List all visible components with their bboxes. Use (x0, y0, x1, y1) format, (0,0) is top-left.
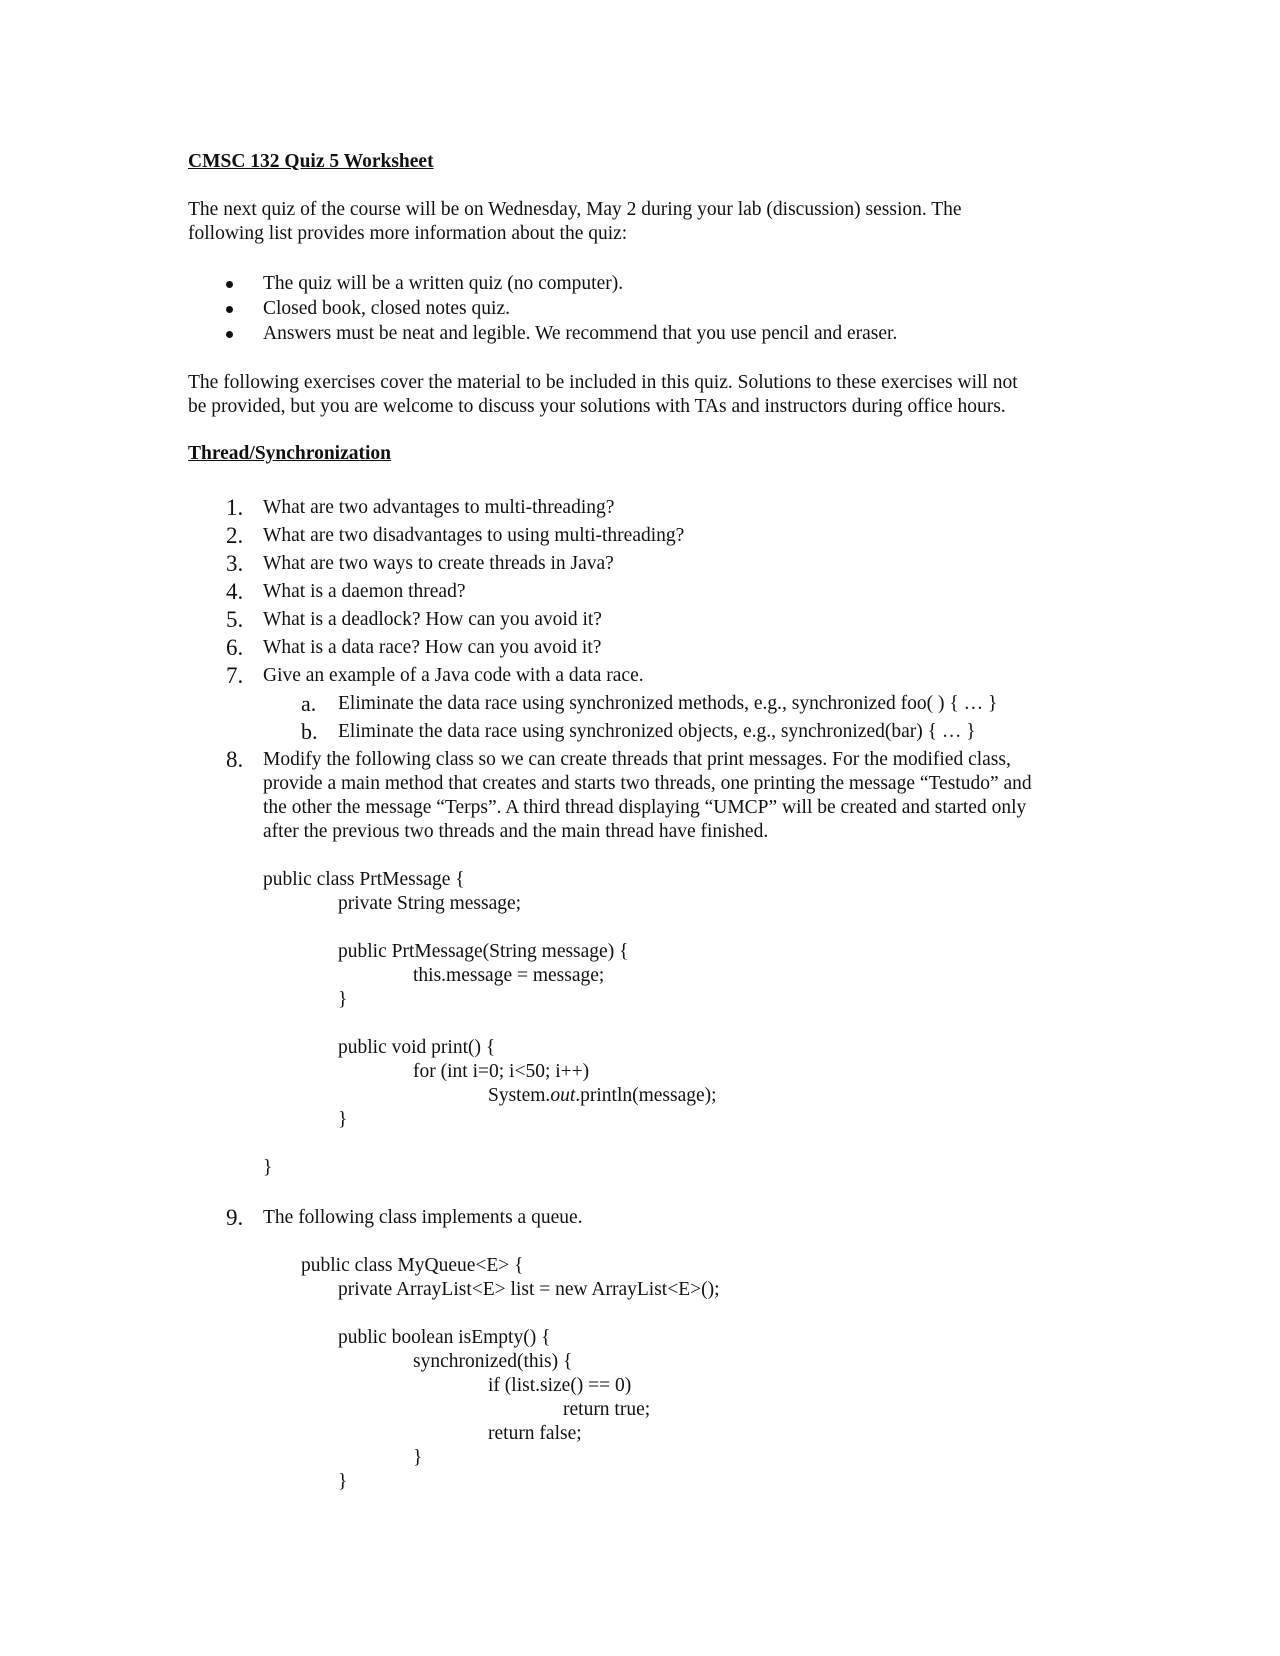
code-line: synchronized(this) { (413, 1351, 573, 1372)
exercises-note-line-2: be provided, but you are welcome to discuss your solutions with TAs and instructors during office hours. (188, 396, 1006, 417)
code-line: } (338, 989, 348, 1010)
question-number: 3. (226, 551, 244, 576)
question-number: 6. (226, 635, 244, 660)
code-line: } (263, 1157, 273, 1178)
code-fragment: .println(message); (575, 1085, 717, 1106)
code-line (488, 1084, 717, 1108)
question-number: 4. (226, 579, 244, 604)
page-title: CMSC 132 Quiz 5 Worksheet (188, 151, 434, 172)
question-text: What are two ways to create threads in Java? (263, 553, 614, 574)
code-line: } (338, 1471, 348, 1492)
code-line: public PrtMessage(String message) { (338, 941, 629, 962)
code-line: private ArrayList<E> list = new ArrayList<E>(); (338, 1279, 720, 1300)
question-text: What is a daemon thread? (263, 581, 466, 602)
code-line: return false; (488, 1423, 582, 1444)
code-line: } (338, 1109, 348, 1130)
sub-question-letter: b. (301, 719, 318, 744)
section-heading: Thread/Synchronization (188, 443, 391, 464)
question-number: 2. (226, 523, 244, 548)
code-line: public void print() { (338, 1037, 496, 1058)
code-line: return true; (563, 1399, 651, 1420)
intro-line-2: following list provides more information about the quiz: (188, 223, 628, 244)
bullet-icon (226, 306, 233, 313)
sub-question-text: Eliminate the data race using synchronized methods, e.g., synchronized foo( ) { … } (338, 693, 998, 714)
question-text: What are two advantages to multi-threading? (263, 497, 615, 518)
question-text: Give an example of a Java code with a data race. (263, 665, 644, 686)
code-line: } (413, 1447, 423, 1468)
bullet-item: Closed book, closed notes quiz. (263, 298, 510, 319)
question-number: 8. (226, 747, 244, 772)
bullet-item: The quiz will be a written quiz (no computer). (263, 273, 624, 294)
code-line: this.message = message; (413, 965, 605, 986)
code-line: private String message; (338, 893, 522, 914)
question-text: What is a data race? How can you avoid it? (263, 637, 602, 658)
question-8-line: after the previous two threads and the main thread have finished. (263, 821, 769, 842)
code-line: public boolean isEmpty() { (338, 1327, 551, 1348)
code-line: for (int i=0; i<50; i++) (413, 1061, 590, 1082)
bullet-icon (226, 281, 233, 288)
question-number: 7. (226, 663, 244, 688)
question-number: 1. (226, 495, 244, 520)
question-8-line: the other the message “Terps”. A third thread displaying “UMCP” will be created and started only (263, 797, 1027, 818)
exercises-note-line-1: The following exercises cover the material to be included in this quiz. Solutions to these exercises will not (188, 372, 1018, 393)
question-8-line: provide a main method that creates and starts two threads, one printing the message “Testudo” and (263, 773, 1032, 794)
question-8-line: Modify the following class so we can create threads that print messages. For the modified class, (263, 749, 1011, 770)
code-fragment-italic: out (550, 1085, 576, 1106)
question-9-text: The following class implements a queue. (263, 1207, 583, 1228)
bullet-icon (226, 331, 233, 338)
code-line: public class MyQueue<E> { (301, 1255, 524, 1276)
code-line: if (list.size() == 0) (488, 1375, 632, 1396)
question-number: 9. (226, 1205, 244, 1230)
question-text: What are two disadvantages to using multi-threading? (263, 525, 685, 546)
bullet-item: Answers must be neat and legible. We recommend that you use pencil and eraser. (263, 323, 898, 344)
sub-question-letter: a. (301, 691, 317, 716)
question-text: What is a deadlock? How can you avoid it? (263, 609, 602, 630)
intro-line-1: The next quiz of the course will be on Wednesday, May 2 during your lab (discussion) session. The (188, 199, 962, 220)
code-fragment: System. (488, 1085, 551, 1106)
sub-question-text: Eliminate the data race using synchronized objects, e.g., synchronized(bar) { … } (338, 721, 976, 742)
code-line: public class PrtMessage { (263, 869, 465, 890)
question-number: 5. (226, 607, 244, 632)
